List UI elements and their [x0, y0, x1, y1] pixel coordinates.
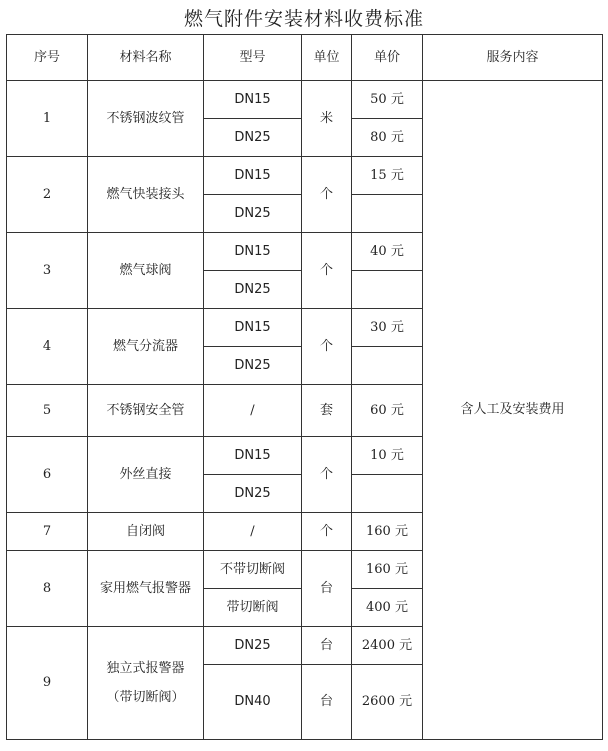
price-cell: 160 元 — [352, 551, 423, 589]
material-name: 独立式报警器（带切断阀） — [88, 627, 204, 740]
model-cell: DN25 — [204, 195, 302, 233]
material-name: 不锈钢安全管 — [88, 385, 204, 437]
unit-cell: 个 — [302, 233, 352, 309]
header-service: 服务内容 — [423, 35, 603, 81]
unit-cell: 个 — [302, 157, 352, 233]
price-cell — [352, 195, 423, 233]
service-content: 含人工及安装费用 — [423, 81, 603, 740]
price-cell: 160 元 — [352, 513, 423, 551]
header-model: 型号 — [204, 35, 302, 81]
price-cell: 2400 元 — [352, 627, 423, 665]
row-no: 9 — [7, 627, 88, 740]
unit-cell: 个 — [302, 513, 352, 551]
unit-cell: 台 — [302, 665, 352, 740]
unit-cell: 台 — [302, 551, 352, 627]
header-price: 单价 — [352, 35, 423, 81]
header-row — [7, 35, 603, 81]
price-cell: 80 元 — [352, 119, 423, 157]
model-cell: DN25 — [204, 271, 302, 309]
row-no: 2 — [7, 157, 88, 233]
model-cell: 不带切断阀 — [204, 551, 302, 589]
price-cell: 2600 元 — [352, 665, 423, 740]
row-no: 3 — [7, 233, 88, 309]
row-no: 4 — [7, 309, 88, 385]
model-cell: DN25 — [204, 475, 302, 513]
material-name: 燃气快装接头 — [88, 157, 204, 233]
material-name: 外丝直接 — [88, 437, 204, 513]
row-no: 8 — [7, 551, 88, 627]
material-name: 自闭阀 — [88, 513, 204, 551]
header-no: 序号 — [7, 35, 88, 81]
price-cell: 30 元 — [352, 309, 423, 347]
model-cell: DN15 — [204, 81, 302, 119]
material-name: 燃气球阀 — [88, 233, 204, 309]
row-no: 5 — [7, 385, 88, 437]
model-cell: / — [204, 385, 302, 437]
fee-table — [6, 34, 603, 740]
model-cell: DN25 — [204, 119, 302, 157]
model-cell: 带切断阀 — [204, 589, 302, 627]
row-no: 6 — [7, 437, 88, 513]
unit-cell: 套 — [302, 385, 352, 437]
header-name: 材料名称 — [88, 35, 204, 81]
unit-cell: 个 — [302, 309, 352, 385]
price-cell — [352, 271, 423, 309]
model-cell: DN15 — [204, 157, 302, 195]
price-cell: 60 元 — [352, 385, 423, 437]
price-cell: 40 元 — [352, 233, 423, 271]
material-name: 燃气分流器 — [88, 309, 204, 385]
row-no: 7 — [7, 513, 88, 551]
row-no: 1 — [7, 81, 88, 157]
page-title: 燃气附件安装材料收费标准 — [183, 8, 424, 30]
table-row — [7, 81, 603, 119]
model-cell: DN25 — [204, 627, 302, 665]
unit-cell: 台 — [302, 627, 352, 665]
unit-cell: 米 — [302, 81, 352, 157]
material-name: 家用燃气报警器 — [88, 551, 204, 627]
model-cell: DN15 — [204, 309, 302, 347]
price-cell: 400 元 — [352, 589, 423, 627]
header-unit: 单位 — [302, 35, 352, 81]
price-cell: 15 元 — [352, 157, 423, 195]
price-cell — [352, 475, 423, 513]
material-name: 不锈钢波纹管 — [88, 81, 204, 157]
model-cell: / — [204, 513, 302, 551]
model-cell: DN40 — [204, 665, 302, 740]
price-cell — [352, 347, 423, 385]
price-cell: 50 元 — [352, 81, 423, 119]
price-cell: 10 元 — [352, 437, 423, 475]
unit-cell: 个 — [302, 437, 352, 513]
model-cell: DN15 — [204, 437, 302, 475]
model-cell: DN15 — [204, 233, 302, 271]
model-cell: DN25 — [204, 347, 302, 385]
